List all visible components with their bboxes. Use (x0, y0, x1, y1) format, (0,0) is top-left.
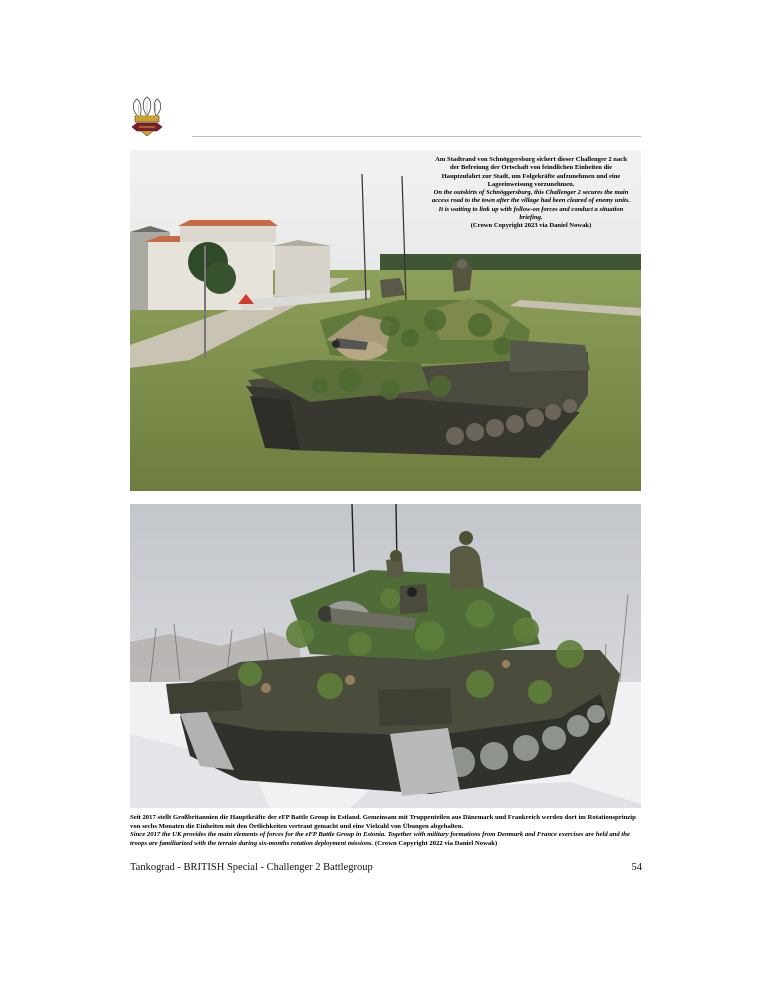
top-photo-caption (430, 156, 632, 231)
caption-german: Am Stadtrand von Schnöggersburg sichert dieser Challenger 2 nach der Befreiung der Ortschaft von feindlichen Einheiten die Hauptzufahrt zur Stadt, um Folgekräfte aufzunehmen und eine Lageeinweisung vorzunehmen. (435, 156, 627, 188)
prince-of-wales-feathers-icon (129, 96, 165, 138)
caption-english: Since 2017 the UK provides the main elements of forces for the eFP Battle Group in Estonia. Together with military formations from Denmark and France exercises are held and the troops are familiarized with the terrain during six-months rotation deployment missions. (130, 831, 630, 847)
caption-english: On the outskirts of Schnöggersburg, this Challenger 2 secures the main access road to the town after the village had been cleared of enemy units. It is waiting to link up with follow-on forces and conduct a situation briefing. (431, 189, 631, 222)
caption-german: Seit 2017 stellt Großbritannien die Hauptkräfte der eFP Battle Group in Estland. Gemeinsam mit Truppenteilen aus Dänemark und Frankreich werden dort im Rotationsprinzip von sechs Monaten die Einheiten mit den Örtlichkeiten vertraut gemacht und eine Vielzahl von Übungen abgehalten. (130, 814, 636, 830)
bottom-photo-caption (130, 814, 641, 848)
photo-challenger-2-estonia-winter (130, 504, 641, 808)
footer-book-title: Tankograd - BRITISH Special - Challenger 2 Battlegroup (130, 862, 373, 873)
page-number: 54 (631, 862, 642, 873)
caption-credit: (Crown Copyright 2023 via Daniel Nowak) (470, 222, 592, 230)
header-rule (192, 136, 641, 137)
caption-credit: (Crown Copyright 2022 via Daniel Nowak) (374, 839, 498, 847)
